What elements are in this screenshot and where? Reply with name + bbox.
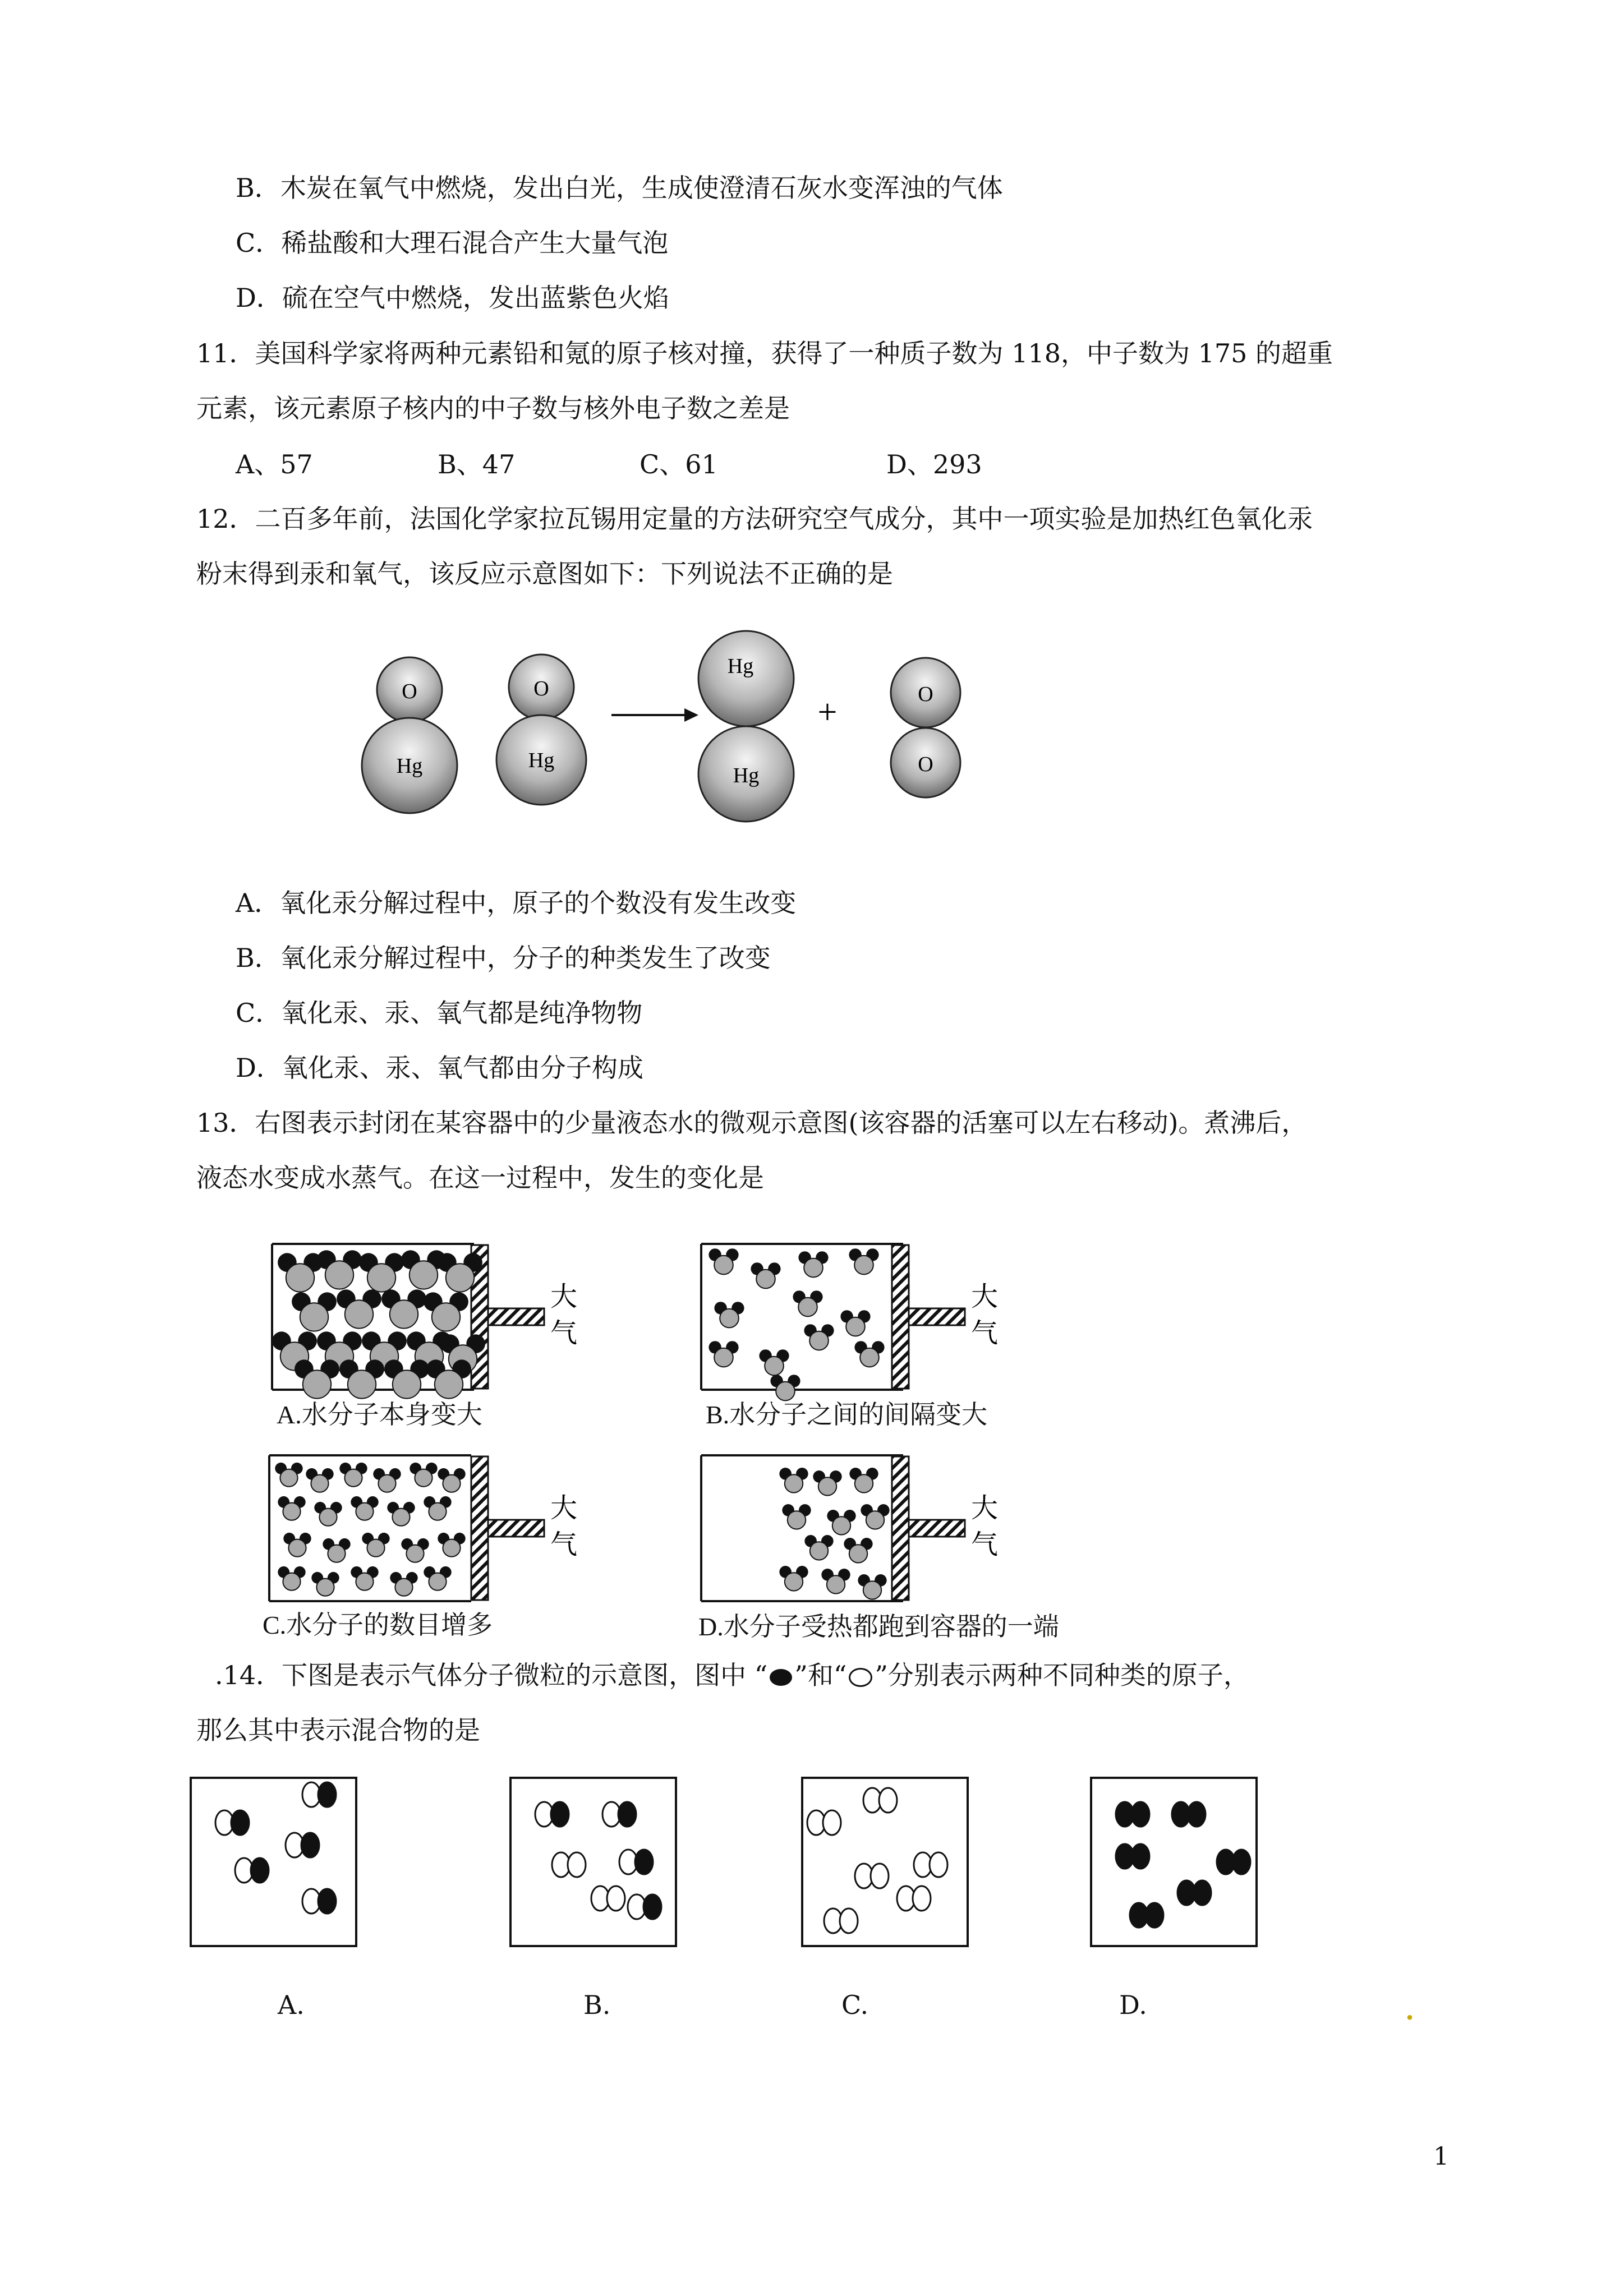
water-molecule	[384, 1359, 429, 1398]
o-atom	[788, 1511, 806, 1529]
q13-option-c: C.水分子的数目增多	[263, 1611, 493, 1639]
hg-atom-label: Hg	[528, 749, 555, 772]
o-atom	[311, 1475, 328, 1492]
water-molecule	[858, 1574, 886, 1599]
o-atom	[720, 1309, 739, 1328]
water-molecule	[278, 1253, 323, 1292]
black-atom	[251, 1858, 269, 1883]
atmosphere-label-1: 大	[550, 1493, 578, 1523]
water-molecule	[323, 1538, 350, 1562]
molecule	[855, 1864, 889, 1888]
water-molecule	[339, 1359, 384, 1398]
o-atom	[785, 1573, 803, 1590]
white-atom	[823, 1810, 841, 1835]
q13-option-d: D.水分子受热都跑到容器的一端	[698, 1612, 1059, 1641]
o-atom	[429, 1503, 446, 1520]
q12-option-b: B．氧化汞分解过程中，分子的种类发生了改变	[236, 943, 771, 973]
water-molecule	[849, 1468, 878, 1493]
q10-option-b: B．木炭在氧气中燃烧，发出白光，生成使澄清石灰水变浑浊的气体	[236, 173, 1003, 203]
water-molecule	[387, 1502, 415, 1526]
q14-stem-line2: 那么其中表示混合物的是	[196, 1715, 480, 1745]
water-molecule	[804, 1535, 833, 1560]
gas-particle-boxes	[191, 1778, 1313, 1957]
o-atom	[785, 1474, 803, 1492]
o-atom	[288, 1539, 306, 1557]
water-molecule	[861, 1504, 889, 1529]
water-molecule	[798, 1251, 828, 1277]
water-molecule	[306, 1468, 333, 1492]
o2-molecule	[891, 658, 960, 797]
o-atom-label: O	[918, 683, 933, 706]
q11-option-b: B、47	[438, 449, 516, 480]
q14-stem-part2: ”和“	[794, 1660, 847, 1690]
piston	[892, 1456, 909, 1600]
q14-stem-line1	[215, 1658, 1249, 1692]
o-atom	[429, 1573, 446, 1590]
molecule	[552, 1852, 586, 1877]
hgo-molecule-2	[496, 654, 586, 805]
hg-atom-label: Hg	[733, 764, 760, 787]
o-atom	[756, 1270, 775, 1289]
molecule	[1177, 1880, 1211, 1905]
q14-option-a: A.	[278, 1990, 305, 2020]
water-molecule	[709, 1341, 738, 1367]
water-molecule	[821, 1569, 850, 1594]
molecule	[591, 1886, 625, 1911]
molecule	[215, 1810, 249, 1835]
container-a	[272, 1244, 577, 1399]
hgo-molecule-1	[362, 657, 457, 813]
o-atom	[395, 1579, 412, 1596]
water-molecule	[770, 1375, 800, 1400]
water-molecule	[373, 1468, 401, 1492]
white-atom	[607, 1886, 625, 1911]
o-atom-label: O	[402, 680, 417, 703]
water-molecule	[779, 1468, 808, 1493]
piston-rod	[909, 1520, 965, 1537]
o-atom	[392, 1509, 410, 1526]
molecule	[863, 1788, 897, 1813]
o-atom	[406, 1545, 424, 1562]
piston	[471, 1456, 488, 1600]
molecule	[1172, 1802, 1206, 1827]
q14-stem-part1: .14．下图是表示气体分子微粒的示意图，图中 “	[215, 1660, 768, 1690]
q11-option-a: A、57	[236, 449, 313, 480]
black-atom	[643, 1894, 661, 1919]
black-atom	[318, 1782, 336, 1807]
water-molecule	[844, 1538, 872, 1563]
water-molecule	[275, 1463, 302, 1487]
o-atom	[356, 1503, 373, 1520]
water-molecule	[751, 1262, 780, 1288]
atmosphere-label-1: 大	[970, 1493, 999, 1523]
water-molecule	[314, 1502, 342, 1526]
o-atom	[345, 1300, 373, 1328]
q14-option-d: D.	[1119, 1990, 1147, 2020]
o-atom	[860, 1348, 879, 1367]
white-atom	[871, 1864, 889, 1888]
o-atom	[809, 1331, 829, 1350]
hg-atom-label: Hg	[396, 754, 423, 778]
white-atom	[840, 1908, 858, 1933]
o-atom	[714, 1348, 733, 1367]
q12-stem-line1: 12．二百多年前，法国化学家拉瓦锡用定量的方法研究空气成分，其中一项实验是加热红色氧化汞	[196, 504, 1313, 534]
white-atom	[930, 1852, 947, 1877]
piston-rod	[488, 1520, 544, 1537]
water-molecule	[401, 1538, 429, 1562]
o-atom	[443, 1475, 460, 1492]
molecule	[897, 1886, 931, 1911]
water-molecule	[813, 1470, 841, 1496]
piston-rod	[488, 1308, 544, 1325]
atmosphere-label-1: 大	[550, 1282, 578, 1312]
o-atom	[849, 1545, 867, 1562]
white-atom-icon	[849, 1668, 872, 1687]
molecule	[302, 1889, 336, 1914]
q12-stem-line2: 粉末得到汞和氧气，该反应示意图如下：下列说法不正确的是	[196, 559, 893, 589]
o-atom	[798, 1298, 817, 1317]
water-molecule	[351, 1496, 378, 1520]
o-atom	[854, 1256, 873, 1275]
water-molecule	[759, 1349, 789, 1375]
molecule	[1217, 1850, 1250, 1874]
o-atom	[390, 1300, 418, 1328]
q12-option-a: A．氧化汞分解过程中，原子的个数没有发生改变	[236, 888, 797, 918]
o-atom	[286, 1264, 314, 1292]
o-atom	[393, 1370, 421, 1398]
atmosphere-label-2: 气	[970, 1530, 999, 1560]
black-atom	[618, 1802, 636, 1827]
q10-option-d: D．硫在空气中燃烧，发出蓝紫色火焰	[236, 283, 669, 313]
water-molecule	[278, 1566, 305, 1590]
water-molecule	[840, 1310, 870, 1336]
water-molecule	[339, 1463, 367, 1487]
hg-atom	[698, 631, 794, 726]
black-atom	[1188, 1802, 1206, 1827]
page-number: 1	[1433, 2142, 1449, 2171]
water-molecule	[362, 1533, 389, 1557]
water-molecule	[337, 1289, 381, 1328]
water-molecule	[424, 1292, 468, 1331]
black-atom	[318, 1889, 336, 1914]
piston	[892, 1245, 909, 1389]
atmosphere-label-2: 气	[550, 1530, 578, 1560]
hg-atom-label: Hg	[727, 654, 754, 678]
o-atom	[832, 1516, 850, 1534]
o-atom	[319, 1509, 337, 1526]
molecule	[807, 1810, 841, 1835]
o-atom	[863, 1581, 881, 1599]
o-atom	[344, 1469, 362, 1487]
water-molecule	[709, 1248, 738, 1274]
container-c	[269, 1455, 577, 1601]
water-molecule	[278, 1496, 305, 1520]
reaction-arrow	[611, 708, 698, 722]
o-atom	[378, 1475, 395, 1492]
water-molecule	[390, 1572, 417, 1596]
o-atom	[410, 1261, 438, 1289]
water-molecule	[804, 1324, 834, 1350]
o-atom	[280, 1469, 297, 1487]
molecule	[628, 1894, 661, 1919]
box-b	[510, 1778, 676, 1946]
molecule	[302, 1782, 336, 1807]
water-molecule	[311, 1572, 339, 1596]
o-atom	[328, 1545, 345, 1562]
molecule	[619, 1850, 653, 1874]
o-atom	[776, 1382, 795, 1401]
q12-option-c: C．氧化汞、汞、氧气都是纯净物物	[236, 998, 643, 1028]
o-atom	[283, 1573, 300, 1590]
molecule	[235, 1858, 269, 1883]
box-c	[802, 1778, 968, 1946]
q11-option-c: C、61	[640, 449, 718, 480]
o-atom	[348, 1370, 376, 1398]
q13-stem-line1: 13．右图表示封闭在某容器中的少量液态水的微观示意图(该容器的活塞可以左右移动)。煮沸后，	[196, 1108, 1308, 1138]
o-atom	[846, 1317, 865, 1336]
o-atom	[316, 1579, 334, 1596]
hgo-decomposition-diagram	[337, 611, 1010, 836]
molecule	[824, 1908, 858, 1933]
water-molecule	[714, 1302, 744, 1327]
q14-option-b: B.	[583, 1990, 611, 2020]
o-atom	[866, 1511, 884, 1529]
water-molecule	[854, 1341, 884, 1367]
water-molecule	[849, 1248, 878, 1274]
q11-stem-line2: 元素，该元素原子核内的中子数与核外电子数之差是	[196, 393, 790, 423]
o-atom	[818, 1477, 836, 1495]
molecule	[914, 1852, 947, 1877]
water-molecule	[381, 1289, 426, 1328]
q14-option-c: C.	[841, 1990, 869, 2020]
o-atom	[443, 1539, 460, 1557]
o-atom	[300, 1303, 328, 1331]
o-atom	[325, 1261, 353, 1289]
o-atom	[303, 1370, 331, 1398]
o-atom	[356, 1573, 373, 1590]
black-atom	[1145, 1903, 1163, 1928]
water-molecule	[401, 1250, 446, 1289]
black-atom	[1131, 1802, 1149, 1827]
o-atom	[435, 1370, 463, 1398]
o-atom	[283, 1503, 300, 1520]
water-molecule	[359, 1253, 404, 1292]
water-molecule	[295, 1359, 339, 1398]
molecule	[602, 1802, 636, 1827]
black-atom	[1232, 1850, 1250, 1874]
water-molecule	[779, 1566, 808, 1591]
o-atom-label: O	[918, 753, 933, 776]
q13-stem-line2: 液态水变成水蒸气。在这一过程中，发生的变化是	[196, 1163, 764, 1193]
water-container-diagrams	[258, 1234, 1156, 1660]
q13-option-b: B.水分子之间的间隔变大	[706, 1400, 988, 1429]
box-a	[191, 1778, 356, 1946]
q13-option-a: A.水分子本身变大	[277, 1400, 482, 1429]
q10-option-c: C．稀盐酸和大理石混合产生大量气泡	[236, 228, 669, 258]
o-atom	[827, 1575, 845, 1593]
white-atom	[568, 1852, 586, 1877]
molecule	[1116, 1844, 1149, 1869]
o-atom	[855, 1474, 873, 1492]
water-molecule	[438, 1468, 465, 1492]
molecule	[1116, 1802, 1149, 1827]
white-atom	[913, 1886, 931, 1911]
o-atom	[367, 1264, 395, 1292]
black-atom	[551, 1802, 569, 1827]
water-molecule	[424, 1496, 451, 1520]
atmosphere-label-2: 气	[550, 1318, 578, 1348]
water-molecule	[317, 1250, 362, 1289]
water-molecule	[426, 1359, 471, 1398]
stray-dot: .	[1405, 1995, 1415, 2026]
black-atom	[635, 1850, 653, 1874]
atmosphere-label-1: 大	[970, 1282, 999, 1312]
q11-option-d: D、293	[886, 449, 982, 480]
water-molecule	[292, 1292, 337, 1331]
q12-option-d: D．氧化汞、汞、氧气都由分子构成	[236, 1053, 643, 1083]
container-d	[701, 1455, 998, 1601]
o-atom	[714, 1256, 733, 1275]
hg-atoms-product	[698, 631, 794, 822]
black-atom	[1131, 1844, 1149, 1869]
water-molecule	[410, 1463, 437, 1487]
water-molecule	[283, 1533, 311, 1557]
q14-stem-part3: ”分别表示两种不同种类的原子，	[875, 1660, 1249, 1690]
molecule	[286, 1833, 319, 1857]
o-atom	[446, 1264, 474, 1292]
o-atom	[415, 1469, 432, 1487]
water-molecule	[351, 1566, 378, 1590]
container-b	[701, 1244, 998, 1400]
black-atom-icon	[770, 1669, 792, 1686]
water-molecule	[782, 1504, 811, 1529]
white-atom	[879, 1788, 897, 1813]
atmosphere-label-2: 气	[970, 1318, 999, 1348]
molecule	[1130, 1903, 1163, 1928]
box-d	[1091, 1778, 1257, 1946]
black-atom	[231, 1810, 249, 1835]
black-atom	[301, 1833, 319, 1857]
o-atom	[432, 1303, 460, 1331]
piston-rod	[909, 1308, 965, 1325]
water-molecule	[827, 1510, 855, 1535]
o-atom	[367, 1539, 384, 1557]
o-atom	[804, 1258, 823, 1278]
o-atom	[810, 1542, 828, 1560]
plus-sign: +	[817, 693, 838, 731]
black-atom	[1193, 1880, 1211, 1905]
molecule	[535, 1802, 569, 1827]
water-molecule	[424, 1566, 451, 1590]
water-molecule	[793, 1290, 822, 1316]
q11-stem-line1: 11．美国科学家将两种元素铅和氪的原子核对撞，获得了一种质子数为 118，中子数为 175 的超重	[196, 338, 1333, 368]
o-atom	[765, 1357, 784, 1376]
water-molecule	[438, 1533, 465, 1557]
o-atom-label: O	[533, 677, 549, 700]
